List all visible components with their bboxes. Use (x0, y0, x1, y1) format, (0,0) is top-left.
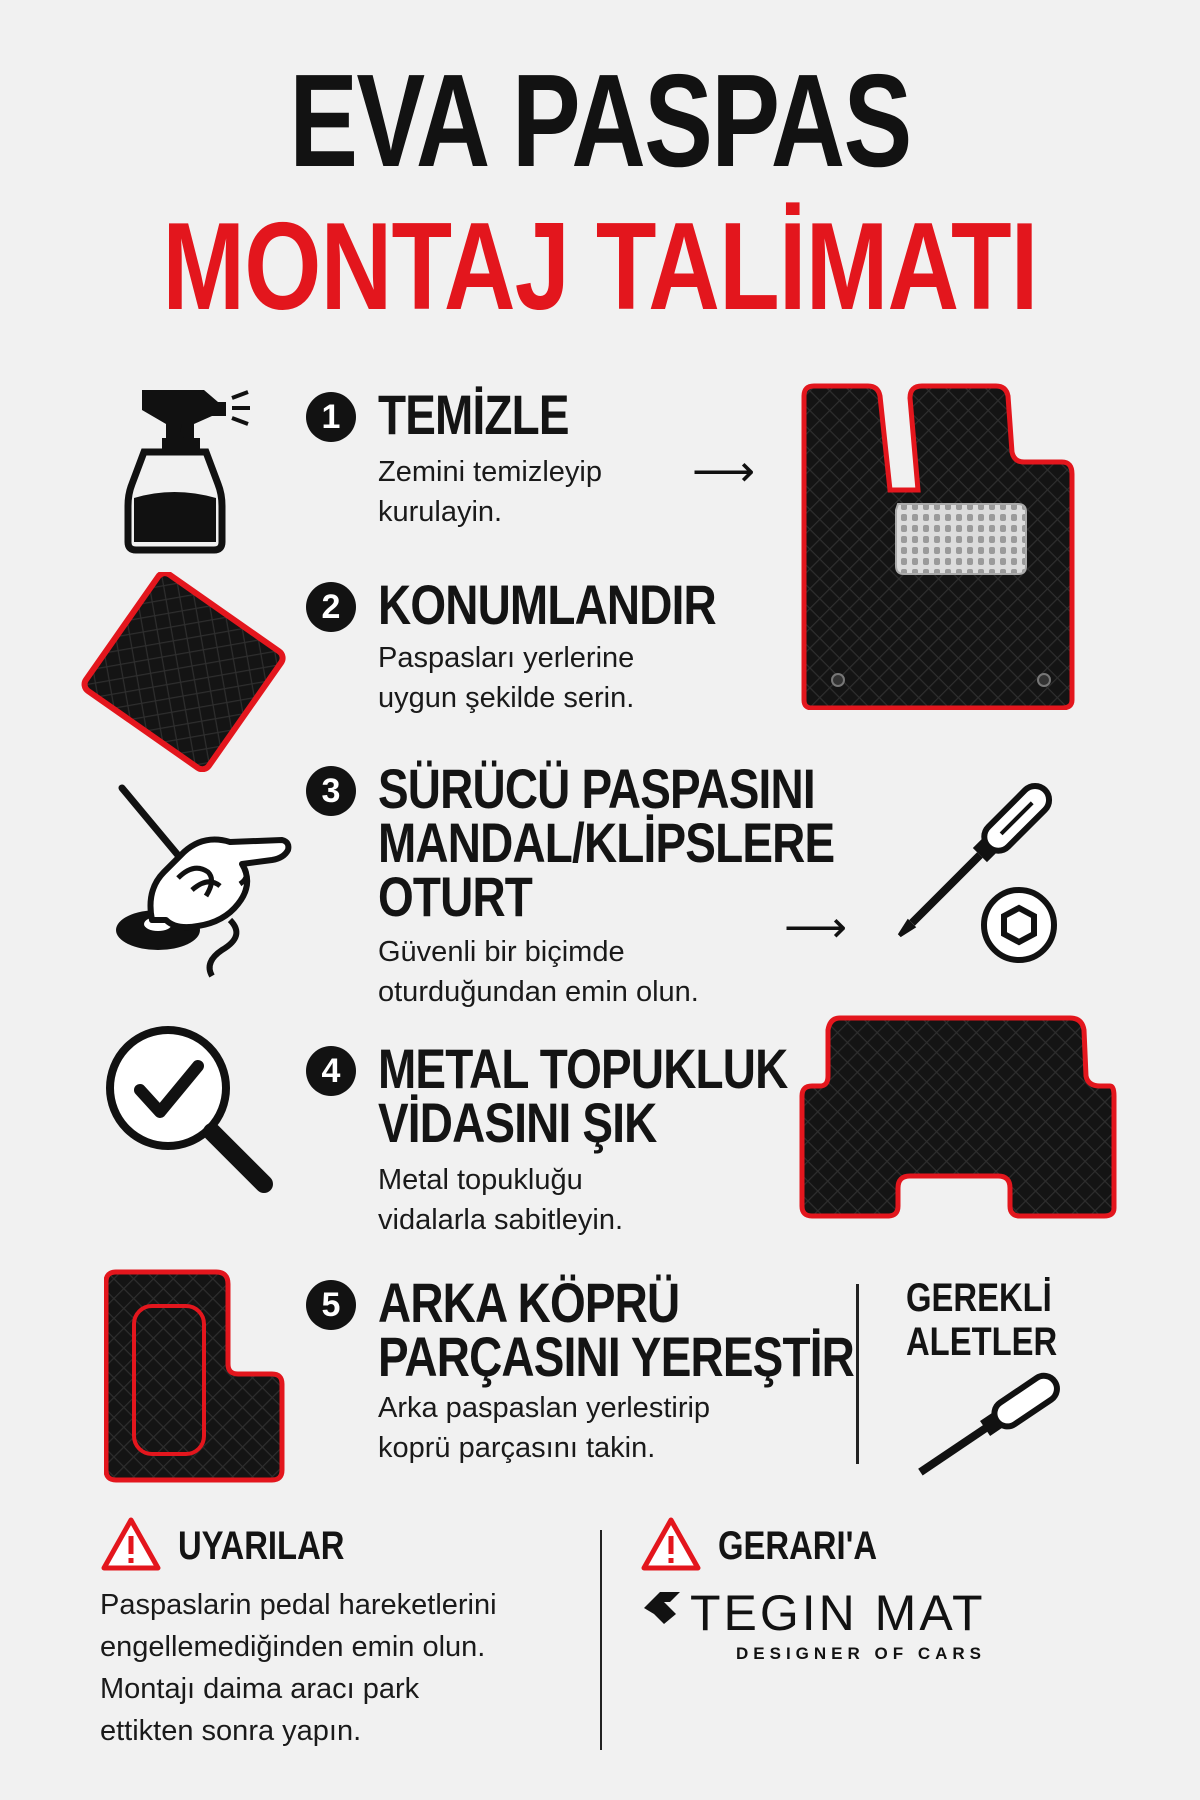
guarantee-title: GERARI'A (718, 1524, 878, 1568)
step-2-description: Paspasları yerlerine uygun şekilde serin. (378, 642, 635, 714)
tools-divider (856, 1284, 859, 1464)
step-4-number: 4 (306, 1046, 356, 1096)
driver-mat-illustration (800, 380, 1090, 710)
brand-logo-icon (640, 1588, 684, 1628)
step-5-number: 5 (306, 1280, 356, 1330)
tools-label: GEREKLİ ALETLER (906, 1276, 1058, 1364)
brand-tagline: DESIGNER OF CARS (736, 1644, 987, 1663)
step-3-number: 3 (306, 766, 356, 816)
title-line-1: EVA PASPAS (289, 47, 911, 194)
step-2-heading: KONUMLANDIR (378, 573, 716, 636)
magnifier-check-icon (100, 1020, 280, 1200)
step-1-heading: TEMİZLE (378, 383, 569, 446)
step-2-number: 2 (306, 582, 356, 632)
step-3-description: Güvenli bir biçimde oturduğundan emin olun. (378, 936, 699, 1008)
rear-tunnel-mat-illustration (798, 1012, 1118, 1222)
rear-mat-icon (104, 1268, 286, 1483)
warnings-text: Paspaslarin pedal hareketlerini engellemediğinden emin olun. Montajı daima aracı park ettikten sonra yapın. (100, 1589, 497, 1747)
arrow-right-icon: ⟶ (784, 903, 848, 952)
arrow-right-icon: ⟶ (692, 447, 756, 496)
step-5-heading: ARKA KÖPRÜ PARÇASINI YEREŞTİR (378, 1271, 854, 1388)
nut-icon (978, 884, 1060, 966)
title-line-2: MONTAJ TALİMATI (162, 198, 1038, 336)
hand-clip-icon (112, 780, 302, 980)
step-4-description: Metal topukluğu vidalarla sabitleyin. (378, 1164, 624, 1236)
warnings-title: UYARILAR (178, 1524, 345, 1568)
step-4-heading: METAL TOPUKLUK VİDASINI ŞIK (378, 1037, 788, 1154)
brand-name: TEGIN MAT (690, 1585, 986, 1641)
warning-icon (100, 1516, 162, 1572)
warning-icon (640, 1516, 702, 1572)
step-5-description: Arka paspaslan yerlestirip koprü parçasını takin. (378, 1392, 711, 1464)
footer-divider (600, 1530, 602, 1750)
step-1-number: 1 (306, 392, 356, 442)
screwdriver-icon (902, 1366, 1072, 1486)
step-3-heading: SÜRÜCÜ PASPASINI MANDAL/KLİPSLERE OTURT (378, 757, 835, 928)
floor-mat-icon (78, 572, 288, 772)
step-1-description: Zemini temizleyip kurulayin. (378, 456, 602, 528)
spray-bottle-icon (122, 380, 252, 555)
